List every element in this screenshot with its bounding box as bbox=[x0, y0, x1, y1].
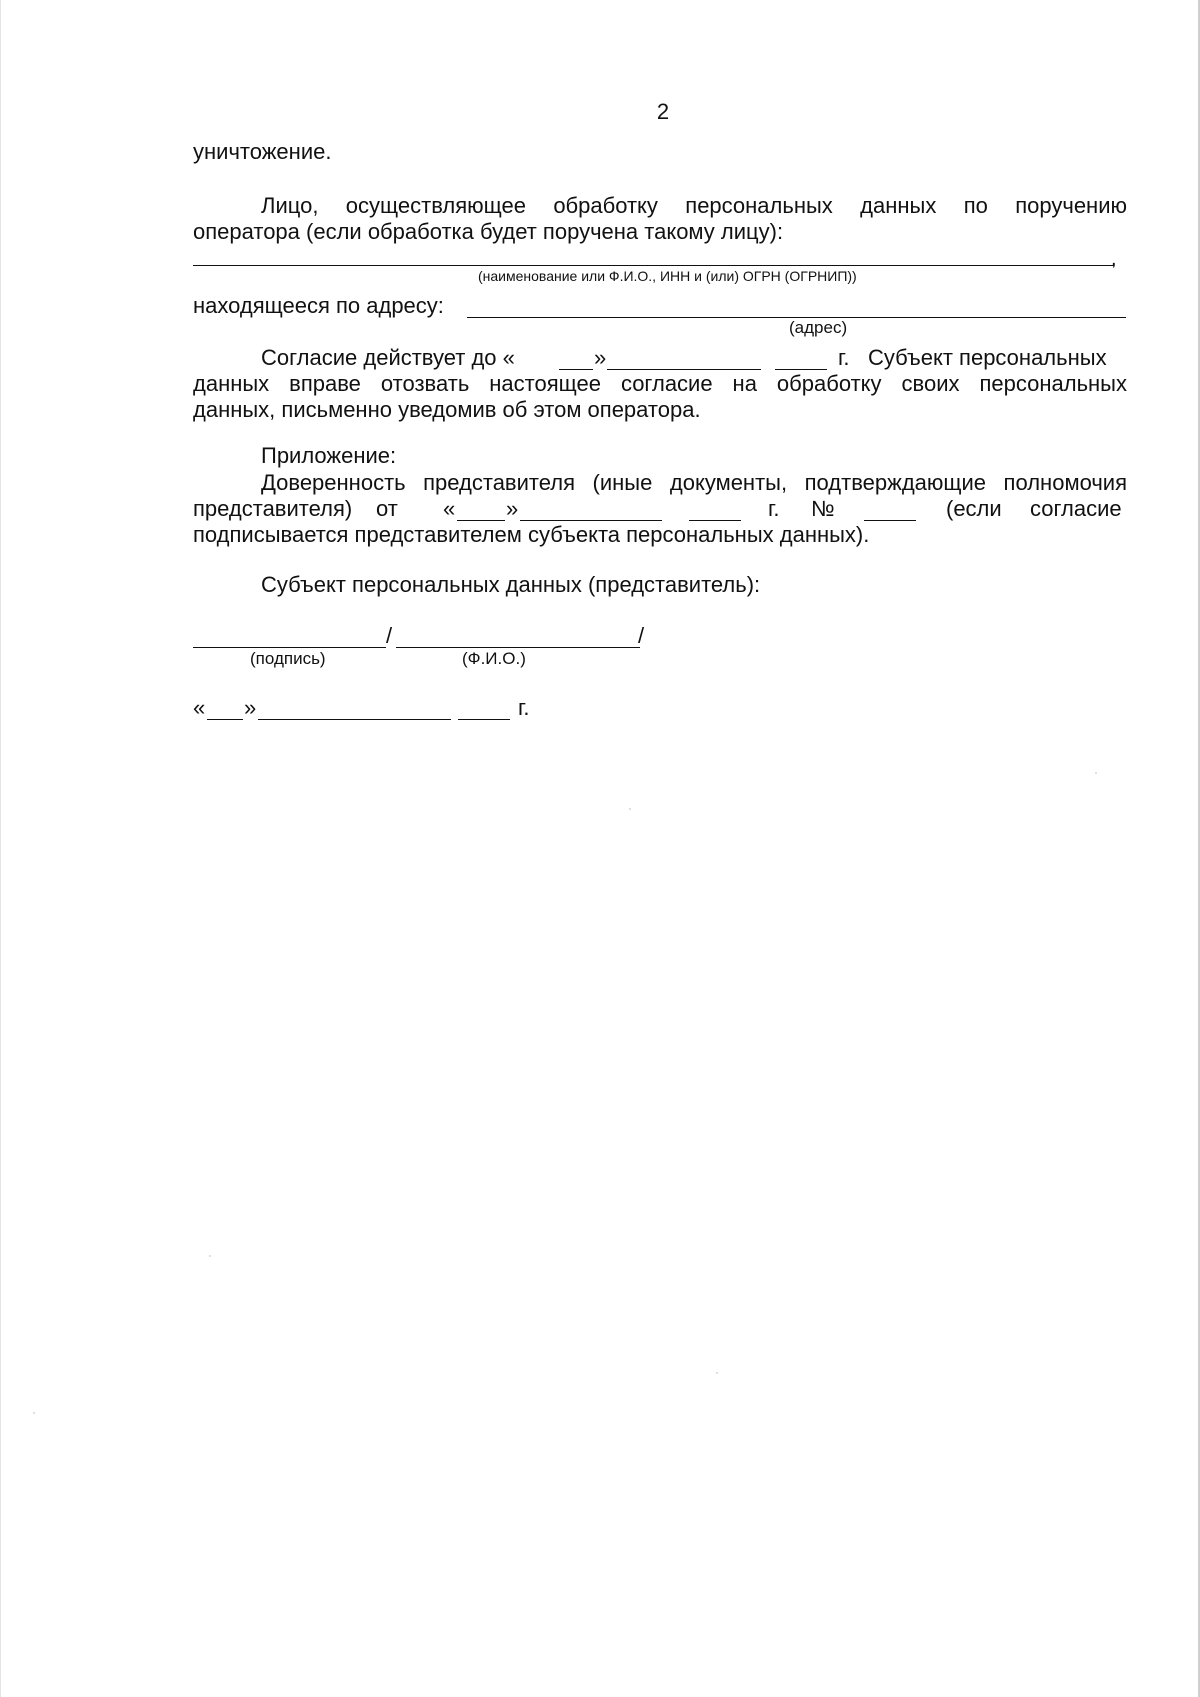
appendix-line-2-from: от bbox=[376, 496, 398, 521]
appendix-line-3: подписывается представителем субъекта персональных данных). bbox=[193, 522, 870, 547]
signature-name-line bbox=[396, 647, 640, 648]
signature-slash-1: / bbox=[386, 623, 393, 648]
scan-left-edge bbox=[0, 0, 1, 1697]
validity-line-1-start: Согласие действует до « bbox=[261, 345, 515, 370]
date-month-line bbox=[258, 719, 451, 720]
appendix-month-line bbox=[520, 520, 662, 521]
scan-speck bbox=[209, 1255, 211, 1257]
appendix-quote-open: « bbox=[443, 496, 456, 521]
date-quote-close: » bbox=[244, 695, 257, 720]
signature-name-caption: (Ф.И.О.) bbox=[462, 649, 526, 668]
appendix-line-2-consent: согласие bbox=[1030, 496, 1122, 521]
paragraph-processor bbox=[193, 193, 1127, 219]
paragraph-destruction: уничтожение. bbox=[193, 139, 332, 164]
address-label: находящееся по адресу: bbox=[193, 293, 444, 318]
validity-line-1-end: Субъект персональных bbox=[868, 345, 1107, 370]
scan-speck bbox=[1095, 772, 1097, 774]
appendix-year-suffix: г. bbox=[768, 496, 780, 521]
scan-speck bbox=[629, 808, 631, 810]
paragraph-validity bbox=[193, 371, 1127, 397]
scan-speck bbox=[33, 1412, 35, 1414]
processor-name-field-line bbox=[193, 265, 1114, 266]
processor-line-1: Лицо, осуществляющее обработку персональных данных по поручению bbox=[261, 193, 1127, 218]
signature-sign-line bbox=[193, 647, 386, 648]
processor-name-caption: (наименование или Ф.И.О., ИНН и (или) ОГРН (ОГРНИП)) bbox=[478, 268, 857, 284]
appendix-year-line bbox=[689, 520, 741, 521]
validity-year-line bbox=[775, 369, 827, 370]
processor-line-2: оператора (если обработка будет поручена такому лицу): bbox=[193, 219, 784, 244]
validity-year-suffix: г. bbox=[838, 345, 850, 370]
appendix-line-1: Доверенность представителя (иные документы, подтверждающие полномочия bbox=[261, 470, 1127, 495]
appendix-number-line bbox=[864, 520, 916, 521]
page-number: 2 bbox=[656, 99, 670, 124]
signature-heading: Субъект персональных данных (представитель): bbox=[261, 572, 761, 597]
scan-speck bbox=[716, 1372, 718, 1374]
validity-day-line bbox=[559, 369, 593, 370]
processor-trailing-comma: , bbox=[1111, 248, 1117, 270]
signature-slash-2: / bbox=[638, 623, 645, 648]
appendix-day-line bbox=[457, 520, 505, 521]
appendix-line-2-if: (если bbox=[946, 496, 1002, 521]
validity-line-2: данных вправе отозвать настоящее согласие на обработку своих персональных bbox=[193, 371, 1127, 396]
address-caption: (адрес) bbox=[789, 318, 848, 337]
date-quote-open: « bbox=[193, 695, 206, 720]
validity-month-line bbox=[607, 369, 761, 370]
appendix-quote-close: » bbox=[506, 496, 519, 521]
appendix-line-2-representative: представителя) bbox=[193, 496, 353, 521]
date-year-line bbox=[458, 719, 510, 720]
validity-quote-close: » bbox=[594, 345, 607, 370]
appendix-heading: Приложение: bbox=[261, 443, 397, 468]
validity-line-3: данных, письменно уведомив об этом оператора. bbox=[193, 397, 701, 422]
appendix-number-sign: № bbox=[811, 496, 835, 521]
paragraph-appendix bbox=[193, 470, 1127, 496]
date-day-line bbox=[207, 719, 243, 720]
signature-sign-caption: (подпись) bbox=[250, 649, 326, 668]
date-year-suffix: г. bbox=[518, 695, 530, 720]
